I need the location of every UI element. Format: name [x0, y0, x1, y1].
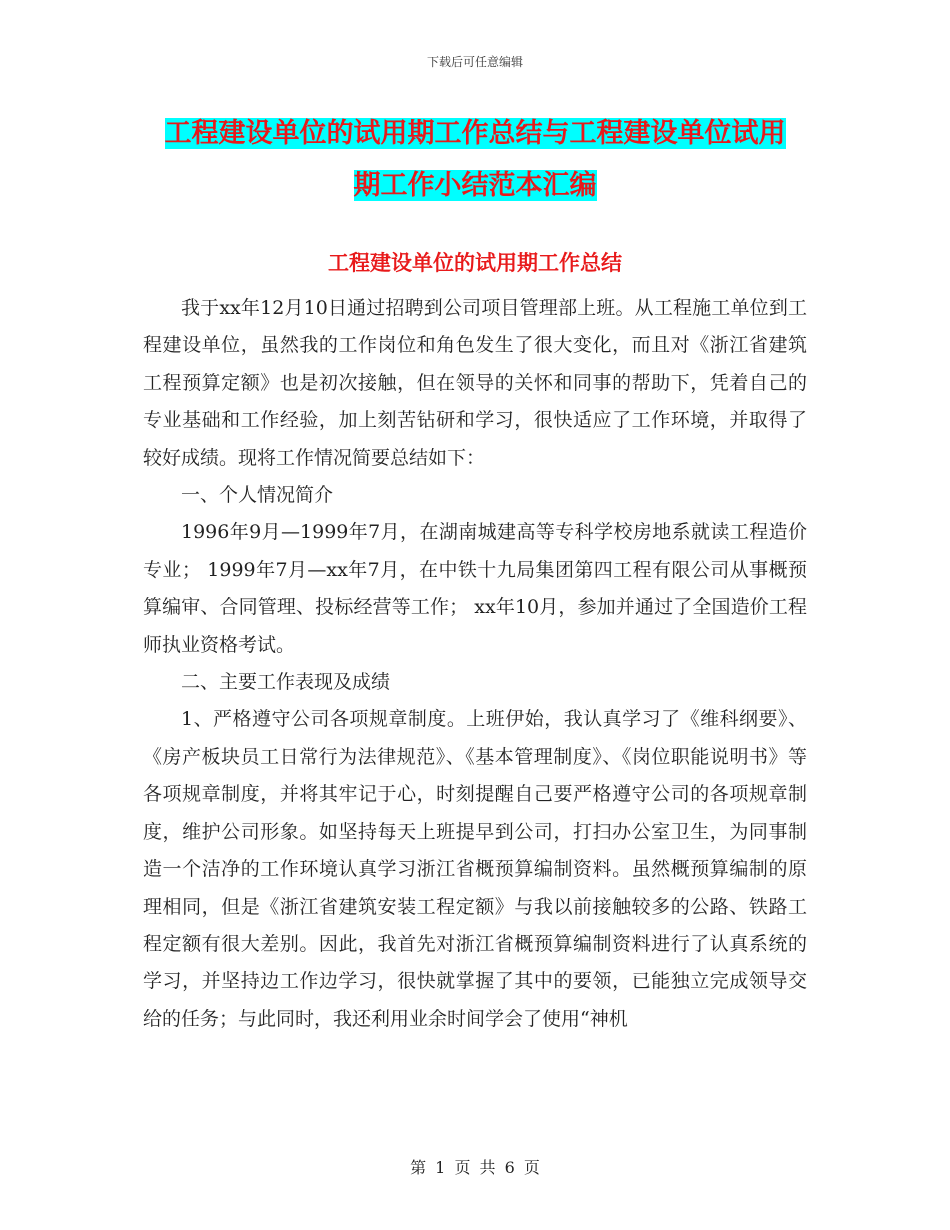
document-title-line-1: 工程建设单位的试用期工作总结与工程建设单位试用 — [164, 118, 786, 149]
page-number: 第 1 页 共 6 页 — [410, 1158, 540, 1177]
document-title-line-2: 期工作小结范本汇编 — [353, 170, 597, 201]
heading-personal-profile: 一、个人情况简介 — [181, 484, 334, 507]
paragraph-intro: 我于xx年12月10日通过招聘到公司项目管理部上班。从工程施工单位到工程建设单位，虽然我的工作岗位和角色发生了很大变化，而且对《浙江省建筑工程预算定额》也是初次接触，但在领导的关怀和同事的帮助下，凭着自己的专业基础和工作经验，加上刻苦钻研和学习，很快适应了工作环境，并取得了较好成绩。现将工作情况简要总结如下： — [143, 297, 807, 469]
document-body — [143, 290, 807, 1038]
page-header: 下载后可任意编辑 — [426, 55, 523, 69]
section-title: 工程建设单位的试用期工作总结 — [328, 250, 622, 275]
heading-main-performance: 二、主要工作表现及成绩 — [181, 671, 391, 694]
paragraph-rules-compliance: 1、严格遵守公司各项规章制度。上班伊始，我认真学习了《维科纲要》、《房产板块员工日常行为法律规范》、《基本管理制度》、《岗位职能说明书》等各项规章制度，并将其牢记于心，时刻提醒自己要严格遵守公司的各项规章制度，维护公司形象。如坚持每天上班提早到公司，打扫办公室卫生，为同事制造一个洁净的工作环境认真学习浙江省概预算编制资料。虽然概预算编制的原理相同，但是《浙江省建筑安装工程定额》与我以前接触较多的公路、铁路工程定额有很大差别。因此，我首先对浙江省概预算编制资料进行了认真系统的学习，并坚持边工作边学习，很快就掌握了其中的要领，已能独立完成领导交给的任务；与此同时，我还利用业余时间学会了使用“神机 — [143, 708, 807, 1030]
document-title — [150, 108, 800, 212]
paragraph-personal-profile: 1996年9月—1999年7月，在湖南城建高等专科学校房地系就读工程造价专业； 1999年7月—xx年7月，在中铁十九局集团第四工程有限公司从事概预算编审、合同管理、投标经营等工作； xx年10月，参加并通过了全国造价工程师执业资格考试。 — [143, 521, 807, 656]
